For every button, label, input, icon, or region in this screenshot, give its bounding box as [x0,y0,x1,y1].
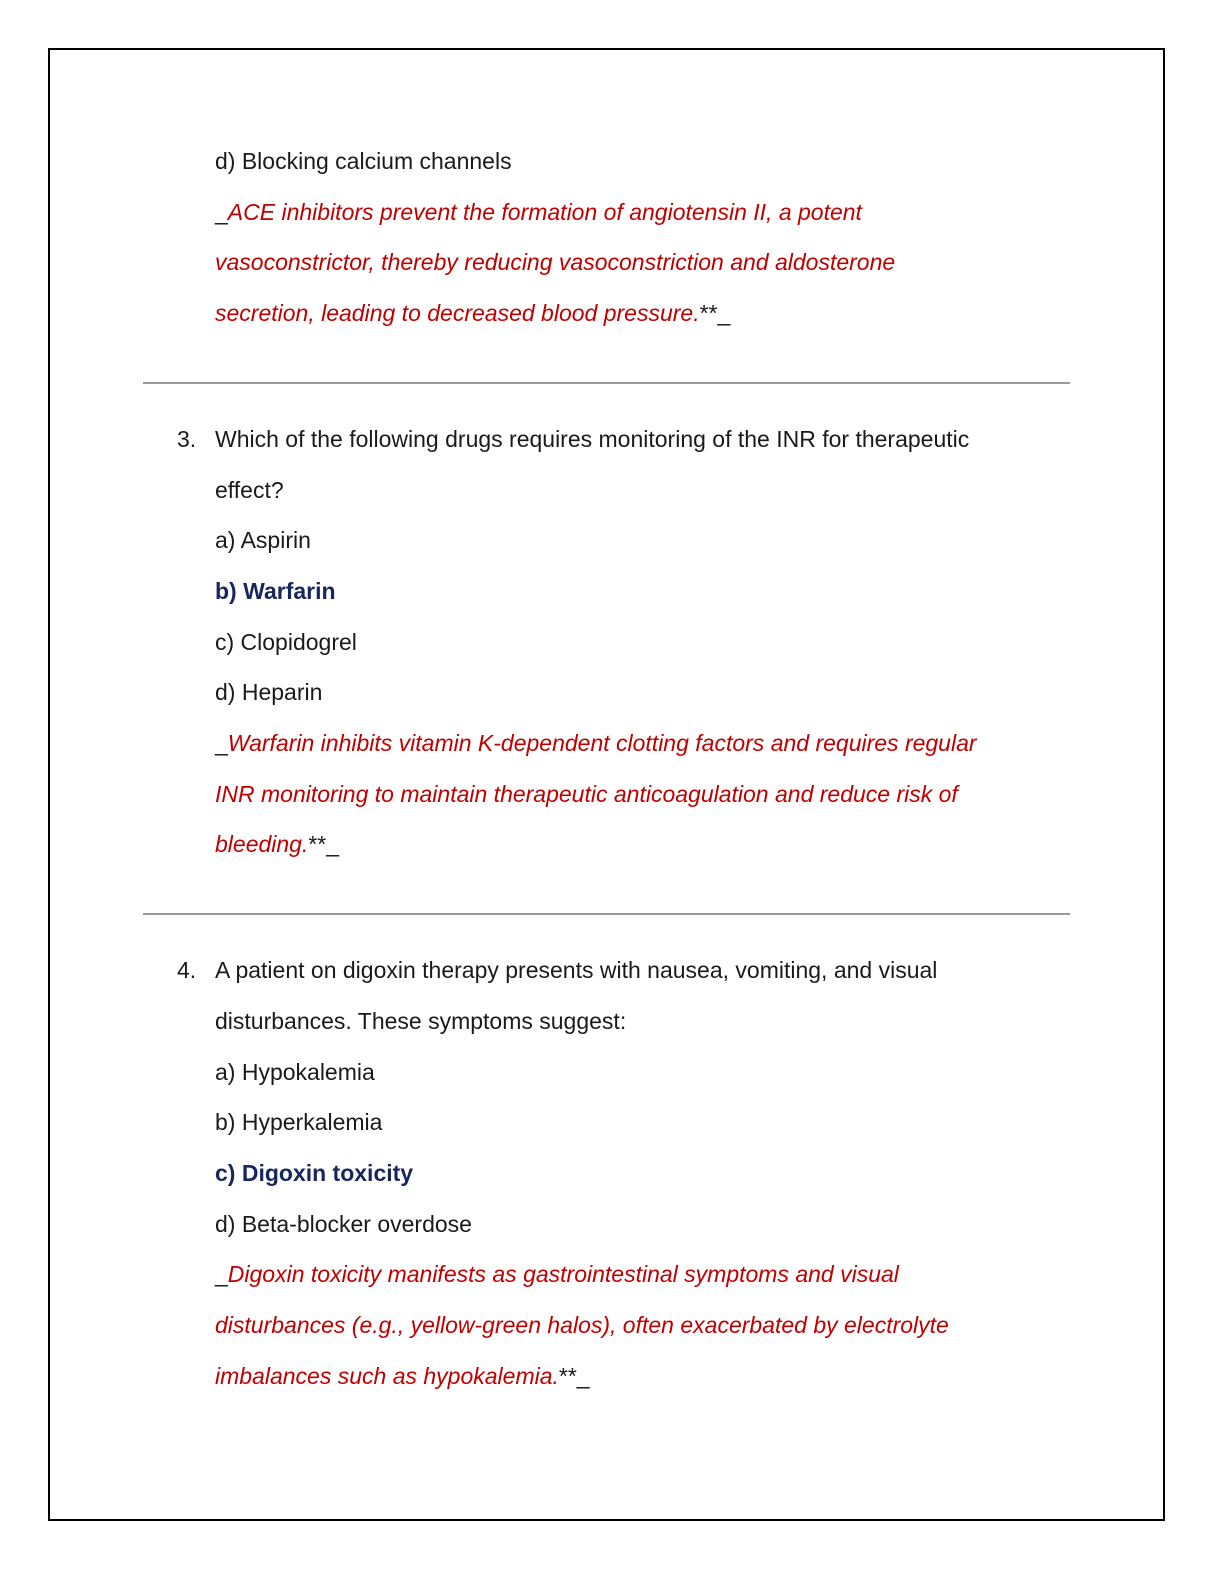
q4-explanation-line-1 [215,1259,899,1289]
q3-explanation-line-2: INR monitoring to maintain therapeutic anticoagulation and reduce risk of [215,781,958,807]
q4-explanation-line-3 [215,1361,590,1391]
q3-option-c: c) Clopidogrel [215,629,357,655]
q4-question-line-1: A patient on digoxin therapy presents with nausea, vomiting, and visual [215,957,938,983]
q2-option-d: d) Blocking calcium channels [215,148,512,174]
q4-option-d: d) Beta-blocker overdose [215,1211,472,1237]
q4-explanation-line-2: disturbances (e.g., yellow-green halos), often exacerbated by electrolyte [215,1312,949,1338]
q3-question-line-2: effect? [215,477,284,503]
q3-explanation-line-1 [215,728,977,758]
q2-explanation-prefix: _ [215,199,228,225]
q4-question-line-2: disturbances. These symptoms suggest: [215,1008,627,1034]
q4-explanation-text-3: imbalances such as hypokalemia. [215,1363,559,1389]
q3-explanation-suffix: **_ [308,831,340,857]
section-divider [143,913,1070,915]
section-divider [143,382,1070,384]
q3-option-b-correct: b) Warfarin [215,578,336,604]
q4-option-c-correct: c) Digoxin toxicity [215,1160,414,1186]
q2-explanation-text-1: ACE inhibitors prevent the formation of angiotensin II, a potent [227,199,862,225]
q2-explanation-line-3 [215,298,730,328]
q4-explanation-prefix: _ [215,1261,228,1287]
q3-option-d: d) Heparin [215,679,323,705]
q3-question-line-1: Which of the following drugs requires monitoring of the INR for therapeutic [215,426,970,452]
q4-option-a: a) Hypokalemia [215,1059,375,1085]
q3-explanation-text-3: bleeding. [215,831,309,857]
q3-number: 3. [177,426,197,452]
q3-explanation-line-3 [215,829,339,859]
q3-explanation-text-1: Warfarin inhibits vitamin K-dependent clotting factors and requires regular [227,730,977,756]
q3-explanation-prefix: _ [215,730,228,756]
q3-option-a: a) Aspirin [215,527,311,553]
q4-option-b: b) Hyperkalemia [215,1109,383,1135]
q4-explanation-suffix: **_ [558,1363,590,1389]
q2-explanation-line-1 [215,197,862,227]
q4-number: 4. [177,957,197,983]
q4-explanation-text-1: Digoxin toxicity manifests as gastrointestinal symptoms and visual [227,1261,899,1287]
q2-explanation-text-3: secretion, leading to decreased blood pressure. [215,300,700,326]
q2-explanation-line-2: vasoconstrictor, thereby reducing vasoconstriction and aldosterone [215,249,896,275]
q2-explanation-suffix: **_ [699,300,731,326]
